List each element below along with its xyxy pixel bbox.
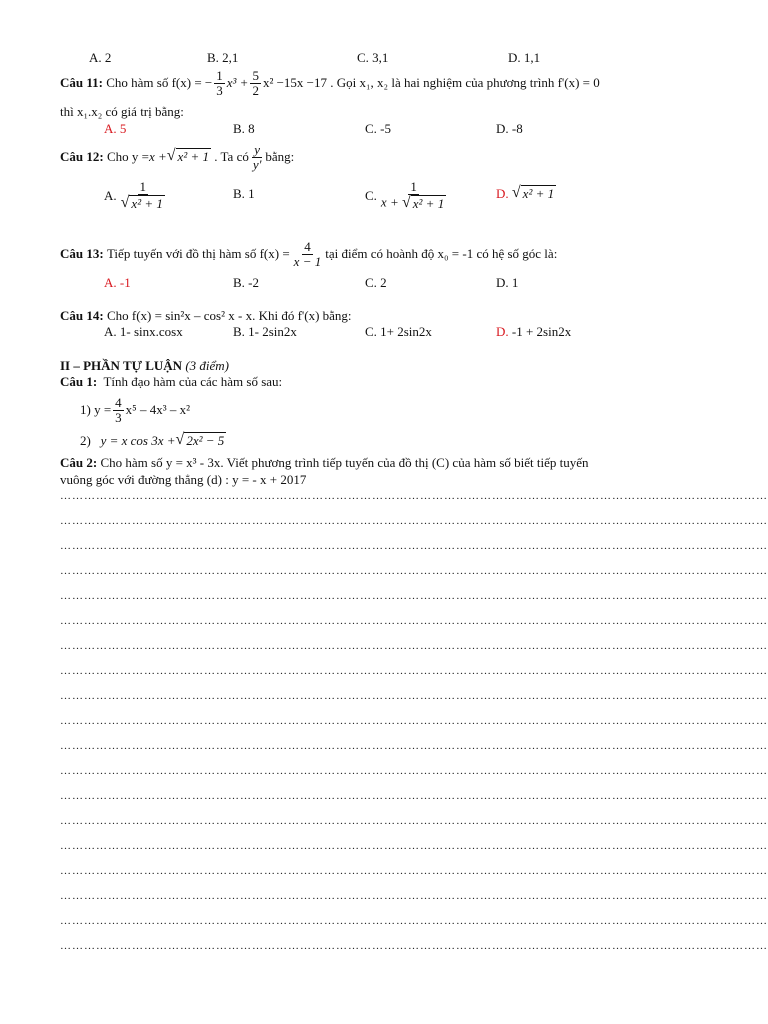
answer-line: …………………………………………………………………………………………………………………………………………………………… xyxy=(60,815,768,827)
q11-fraction-2: $\frac{5}{2}$ xyxy=(252,67,259,98)
answer-line: …………………………………………………………………………………………………………………………………………………………… xyxy=(60,515,768,527)
part2-c1-item2: 2) y = x cos 3x + √ 2x² − 5 xyxy=(80,431,225,449)
part2-points: (3 điểm) xyxy=(185,358,230,373)
q14-option-c: C. 1+ 2sin2x xyxy=(365,324,432,339)
q10-option-d: D. 1,1 xyxy=(508,50,541,65)
q12-option-a: A. 1 √ x² + 1 xyxy=(104,179,163,211)
q12-text-post: bằng: xyxy=(265,149,295,164)
q14-label: Câu 14: xyxy=(60,308,104,323)
q11-option-a: A. 5 xyxy=(104,121,127,136)
q12-text-pre: Cho y = xyxy=(106,149,149,164)
q13-text-pre: Tiếp tuyến với đồ thị hàm số f(x) = xyxy=(106,246,290,261)
q13-fraction: $\frac{4}{x - 1}$ xyxy=(293,238,322,269)
q11-fraction-1: $\frac{1}{3}$ xyxy=(216,67,223,98)
q12-stem xyxy=(60,140,294,174)
answer-line: …………………………………………………………………………………………………………………………………………………………… xyxy=(60,565,768,577)
q11-option-d: D. -8 xyxy=(496,121,523,136)
answer-line: …………………………………………………………………………………………………………………………………………………………… xyxy=(60,840,768,852)
answer-line: …………………………………………………………………………………………………………………………………………………………… xyxy=(60,665,768,677)
q14-text: Cho f(x) = sin²x – cos² x - x. Khi đó f'(x) bằng: xyxy=(106,308,352,323)
q11-line2: thì x₁.x₂ có giá trị bằng: xyxy=(60,104,184,119)
part2-c1-label: Câu 1: xyxy=(60,374,98,389)
q13-text-post: tại điểm có hoành độ x₀ = -1 có hệ số góc là: xyxy=(325,246,558,261)
answer-line: …………………………………………………………………………………………………………………………………………………………… xyxy=(60,490,768,502)
answer-line: …………………………………………………………………………………………………………………………………………………………… xyxy=(60,640,768,652)
q13-option-b: B. -2 xyxy=(233,275,259,290)
part2-title: II – PHẦN TỰ LUẬN xyxy=(60,358,183,373)
q13-option-c: C. 2 xyxy=(365,275,387,290)
q10-option-a: A. 2 xyxy=(89,50,112,65)
q12-label: Câu 12: xyxy=(60,149,104,164)
answer-line: …………………………………………………………………………………………………………………………………………………………… xyxy=(60,940,768,952)
part2-c2-label: Câu 2: xyxy=(60,455,98,470)
q11-stem xyxy=(60,66,600,100)
answer-line: …………………………………………………………………………………………………………………………………………………………… xyxy=(60,540,768,552)
part2-c2-line2: vuông góc với đường thẳng (d) : y = - x + 2017 xyxy=(60,472,307,487)
q11-option-b: B. 8 xyxy=(233,121,255,136)
q14-stem xyxy=(60,308,680,324)
q10-option-b: B. 2,1 xyxy=(207,50,239,65)
part2-c1 xyxy=(60,374,680,390)
answer-line: …………………………………………………………………………………………………………………………………………………………… xyxy=(60,890,768,902)
answer-line: …………………………………………………………………………………………………………………………………………………………… xyxy=(60,790,768,802)
answer-line: …………………………………………………………………………………………………………………………………………………………… xyxy=(60,915,768,927)
part2-heading xyxy=(60,358,680,374)
answer-line: …………………………………………………………………………………………………………………………………………………………… xyxy=(60,765,768,777)
q12-option-b: B. 1 xyxy=(233,186,255,201)
q12-text-mid: . Ta có xyxy=(214,149,249,164)
part2-c1-text: Tính đạo hàm của các hàm số sau: xyxy=(103,374,283,389)
q14-option-d: D. -1 + 2sin2x xyxy=(496,324,572,339)
q12-option-d: D. √ x² + 1 xyxy=(496,184,555,202)
answer-line: …………………………………………………………………………………………………………………………………………………………… xyxy=(60,615,768,627)
q12-fraction: $\frac{y}{y'}$ xyxy=(252,141,262,172)
q13-label: Câu 13: xyxy=(60,246,104,261)
q11-text-mid2: x² −15x −17 . Gọi x₁, x₂ là hai nghiệm của phương trình f'(x) = 0 xyxy=(262,75,600,90)
answer-line: …………………………………………………………………………………………………………………………………………………………… xyxy=(60,590,768,602)
q10-option-c: C. 3,1 xyxy=(357,50,389,65)
q14-option-b: B. 1- 2sin2x xyxy=(233,324,297,339)
part2-c2-line1: Câu 2: Cho hàm số y = x³ - 3x. Viết phương trình tiếp tuyến của đồ thị (C) của hàm số biết tiếp tuyến xyxy=(60,455,589,470)
q13-stem xyxy=(60,236,557,272)
q11-label: Câu 11: xyxy=(60,75,103,90)
q14-option-a: A. 1- sinx.cosx xyxy=(104,324,183,339)
q11-text-mid1: x³ + xyxy=(226,75,249,90)
answer-line: …………………………………………………………………………………………………………………………………………………………… xyxy=(60,715,768,727)
part2-c1-item1: 1) y = $\frac{4}{3}$ x⁵ – 4x³ – x² xyxy=(80,394,190,425)
answer-line: …………………………………………………………………………………………………………………………………………………………… xyxy=(60,690,768,702)
q13-option-d: D. 1 xyxy=(496,275,519,290)
q12-option-c: C. 1 x + √ x² + 1 xyxy=(365,179,445,211)
answer-line: …………………………………………………………………………………………………………………………………………………………… xyxy=(60,740,768,752)
answer-line: …………………………………………………………………………………………………………………………………………………………… xyxy=(60,865,768,877)
q12-sqrt: √ x² + 1 xyxy=(166,147,209,165)
q12-expr: x + xyxy=(148,149,167,164)
q13-option-a: A. -1 xyxy=(104,275,131,290)
q11-text-pre: Cho hàm số f(x) = − xyxy=(106,75,213,90)
q11-option-c: C. -5 xyxy=(365,121,391,136)
